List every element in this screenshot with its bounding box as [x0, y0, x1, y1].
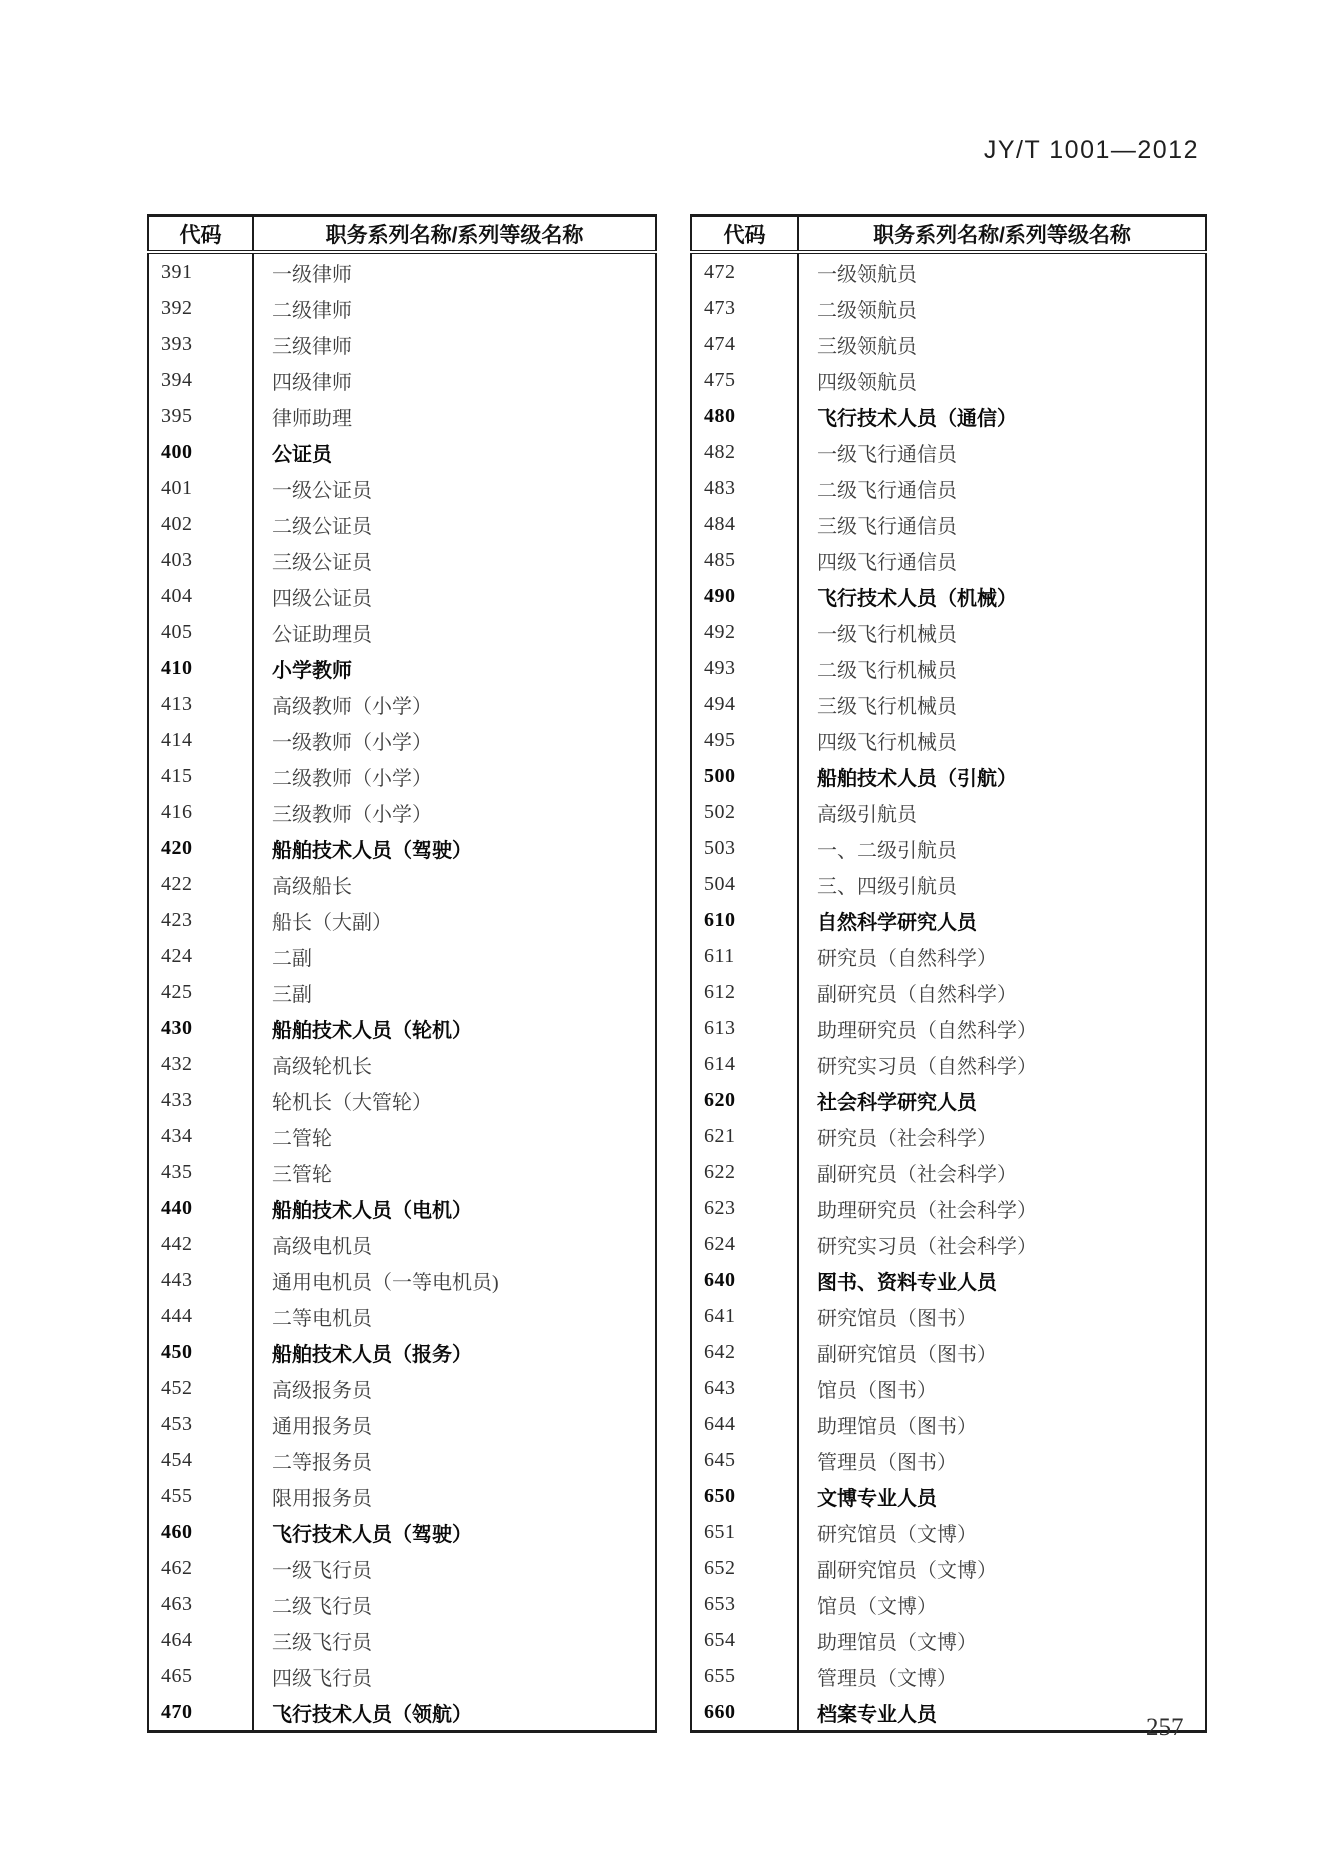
name-cell: 图书、资料专业人员	[817, 1271, 997, 1294]
table-row	[148, 398, 656, 434]
table-row	[691, 794, 1206, 830]
code-cell: 654	[691, 1622, 798, 1658]
code-cell: 415	[148, 758, 253, 794]
standard-number-header: JY/T 1001—2012	[983, 136, 1199, 164]
table-row	[148, 252, 656, 290]
code-cell: 484	[691, 506, 798, 542]
code-cell: 432	[148, 1046, 253, 1082]
name-cell: 副研究员（社会科学）	[817, 1163, 1017, 1186]
code-cell: 612	[691, 974, 798, 1010]
name-column-header: 职务系列名称/系列等级名称	[253, 216, 656, 253]
table-row	[148, 1478, 656, 1514]
code-cell: 623	[691, 1190, 798, 1226]
code-cell: 495	[691, 722, 798, 758]
code-cell: 405	[148, 614, 253, 650]
name-cell: 三副	[272, 983, 312, 1006]
code-cell: 502	[691, 794, 798, 830]
table-row	[691, 722, 1206, 758]
table-row	[148, 1298, 656, 1334]
name-cell: 二级飞行员	[272, 1595, 372, 1618]
table-row	[148, 650, 656, 686]
code-cell: 444	[148, 1298, 253, 1334]
code-cell: 395	[148, 398, 253, 434]
code-cell: 416	[148, 794, 253, 830]
code-cell: 435	[148, 1154, 253, 1190]
table-row	[148, 470, 656, 506]
code-cell: 610	[691, 902, 798, 938]
code-cell: 483	[691, 470, 798, 506]
code-cell: 492	[691, 614, 798, 650]
name-cell: 三管轮	[272, 1163, 332, 1186]
code-cell: 401	[148, 470, 253, 506]
table-body	[148, 252, 656, 1732]
name-cell: 研究员（自然科学）	[817, 947, 997, 970]
code-cell: 645	[691, 1442, 798, 1478]
code-cell: 454	[148, 1442, 253, 1478]
code-cell: 493	[691, 650, 798, 686]
code-cell: 455	[148, 1478, 253, 1514]
name-cell: 二级飞行通信员	[817, 479, 957, 502]
table-row	[148, 1046, 656, 1082]
code-cell: 485	[691, 542, 798, 578]
code-cell: 651	[691, 1514, 798, 1550]
code-cell: 482	[691, 434, 798, 470]
name-cell: 助理馆员（文博）	[817, 1631, 977, 1654]
code-cell: 462	[148, 1550, 253, 1586]
name-cell: 助理馆员（图书）	[817, 1415, 977, 1438]
table-row	[691, 506, 1206, 542]
table-row	[148, 290, 656, 326]
name-cell: 研究员（社会科学）	[817, 1127, 997, 1150]
table-row	[691, 1442, 1206, 1478]
name-cell: 助理研究员（自然科学）	[817, 1019, 1037, 1042]
code-cell: 410	[148, 650, 253, 686]
code-cell: 474	[691, 326, 798, 362]
name-cell: 船舶技术人员（引航）	[817, 767, 1017, 790]
table-row	[148, 1622, 656, 1658]
table-row	[691, 1370, 1206, 1406]
table-row	[691, 434, 1206, 470]
code-cell: 404	[148, 578, 253, 614]
table-row	[691, 650, 1206, 686]
code-cell: 391	[148, 252, 253, 290]
name-cell: 二级领航员	[817, 299, 917, 322]
table-row	[691, 1514, 1206, 1550]
name-cell: 通用电机员（一等电机员)	[272, 1271, 499, 1294]
table-row	[148, 1190, 656, 1226]
code-cell: 653	[691, 1586, 798, 1622]
table-row	[148, 1334, 656, 1370]
code-cell: 473	[691, 290, 798, 326]
table-row	[691, 470, 1206, 506]
name-cell: 飞行技术人员（通信）	[817, 407, 1017, 430]
code-cell: 475	[691, 362, 798, 398]
table-row	[148, 434, 656, 470]
code-cell: 490	[691, 578, 798, 614]
name-cell: 管理员（图书）	[817, 1451, 957, 1474]
name-cell: 高级教师（小学）	[272, 695, 432, 718]
table-row	[148, 578, 656, 614]
code-cell: 460	[148, 1514, 253, 1550]
table-row	[691, 1586, 1206, 1622]
code-cell: 621	[691, 1118, 798, 1154]
name-cell: 轮机长（大管轮）	[272, 1091, 432, 1114]
code-cell: 641	[691, 1298, 798, 1334]
name-cell: 船舶技术人员（轮机）	[272, 1019, 472, 1042]
name-cell: 档案专业人员	[817, 1703, 937, 1726]
code-cell: 614	[691, 1046, 798, 1082]
name-cell: 三级教师（小学）	[272, 803, 432, 826]
name-cell: 四级飞行员	[272, 1667, 372, 1690]
name-cell: 高级报务员	[272, 1379, 372, 1402]
table-row	[691, 938, 1206, 974]
name-cell: 律师助理	[272, 407, 352, 430]
name-cell: 三级飞行通信员	[817, 515, 957, 538]
table-row	[691, 1262, 1206, 1298]
name-cell: 馆员（文博）	[817, 1595, 937, 1618]
table-row	[691, 1334, 1206, 1370]
table-row	[148, 1154, 656, 1190]
code-cell: 465	[148, 1658, 253, 1694]
job-code-table-left	[147, 214, 657, 1733]
code-cell: 655	[691, 1658, 798, 1694]
name-cell: 研究馆员（图书）	[817, 1307, 977, 1330]
code-cell: 463	[148, 1586, 253, 1622]
code-cell: 652	[691, 1550, 798, 1586]
code-column-header: 代码	[148, 216, 253, 253]
code-column-header: 代码	[691, 216, 798, 253]
table-row	[148, 794, 656, 830]
table-row	[148, 614, 656, 650]
name-cell: 四级公证员	[272, 587, 372, 610]
name-cell: 三级飞行员	[272, 1631, 372, 1654]
table-row	[691, 686, 1206, 722]
name-cell: 二级飞行机械员	[817, 659, 957, 682]
name-cell: 一级公证员	[272, 479, 372, 502]
code-cell: 400	[148, 434, 253, 470]
table-row	[148, 1586, 656, 1622]
name-cell: 二级律师	[272, 299, 352, 322]
name-cell: 一级飞行机械员	[817, 623, 957, 646]
name-cell: 船舶技术人员（电机）	[272, 1199, 472, 1222]
table-header-row	[691, 216, 1206, 253]
code-cell: 440	[148, 1190, 253, 1226]
code-cell: 644	[691, 1406, 798, 1442]
name-cell: 高级轮机长	[272, 1055, 372, 1078]
code-cell: 430	[148, 1010, 253, 1046]
name-cell: 四级飞行通信员	[817, 551, 957, 574]
table-row	[691, 1478, 1206, 1514]
table-row	[691, 1082, 1206, 1118]
code-cell: 425	[148, 974, 253, 1010]
table-row	[148, 1370, 656, 1406]
name-cell: 二副	[272, 947, 312, 970]
table-row	[691, 1154, 1206, 1190]
code-cell: 611	[691, 938, 798, 974]
table-row	[148, 542, 656, 578]
table-row	[148, 1118, 656, 1154]
code-cell: 464	[148, 1622, 253, 1658]
table-row	[148, 758, 656, 794]
name-cell: 三级领航员	[817, 335, 917, 358]
code-cell: 403	[148, 542, 253, 578]
name-cell: 高级船长	[272, 875, 352, 898]
table-row	[691, 974, 1206, 1010]
table-row	[691, 1046, 1206, 1082]
table-row	[691, 1190, 1206, 1226]
name-cell: 三级飞行机械员	[817, 695, 957, 718]
code-cell: 414	[148, 722, 253, 758]
code-cell: 642	[691, 1334, 798, 1370]
table-row	[148, 326, 656, 362]
table-row	[691, 1658, 1206, 1694]
name-cell: 四级律师	[272, 371, 352, 394]
name-cell: 限用报务员	[272, 1487, 372, 1510]
code-cell: 402	[148, 506, 253, 542]
code-cell: 613	[691, 1010, 798, 1046]
name-cell: 研究实习员（自然科学）	[817, 1055, 1037, 1078]
table-row	[691, 578, 1206, 614]
code-cell: 453	[148, 1406, 253, 1442]
table-row	[148, 1658, 656, 1694]
table-row	[691, 542, 1206, 578]
table-row	[148, 1082, 656, 1118]
table-row	[148, 1694, 656, 1732]
name-cell: 自然科学研究人员	[817, 911, 977, 934]
name-cell: 飞行技术人员（领航）	[272, 1703, 472, 1726]
name-cell: 飞行技术人员（机械）	[817, 587, 1017, 610]
table-row	[691, 1298, 1206, 1334]
table-row	[148, 902, 656, 938]
name-cell: 一、二级引航员	[817, 839, 957, 862]
name-cell: 船舶技术人员（驾驶）	[272, 839, 472, 862]
table-row	[691, 1226, 1206, 1262]
table-row	[148, 830, 656, 866]
code-cell: 494	[691, 686, 798, 722]
name-cell: 通用报务员	[272, 1415, 372, 1438]
code-cell: 624	[691, 1226, 798, 1262]
table-row	[148, 974, 656, 1010]
code-cell: 480	[691, 398, 798, 434]
name-cell: 副研究员（自然科学）	[817, 983, 1017, 1006]
name-cell: 文博专业人员	[817, 1487, 937, 1510]
name-cell: 二等电机员	[272, 1307, 372, 1330]
code-cell: 500	[691, 758, 798, 794]
code-cell: 392	[148, 290, 253, 326]
table-row	[691, 1622, 1206, 1658]
code-cell: 504	[691, 866, 798, 902]
name-cell: 三、四级引航员	[817, 875, 957, 898]
name-column-header: 职务系列名称/系列等级名称	[798, 216, 1206, 253]
name-cell: 三级公证员	[272, 551, 372, 574]
code-cell: 470	[148, 1694, 253, 1732]
table-row	[148, 506, 656, 542]
name-cell: 二级公证员	[272, 515, 372, 538]
table-row	[148, 1550, 656, 1586]
code-cell: 640	[691, 1262, 798, 1298]
name-cell: 一级飞行通信员	[817, 443, 957, 466]
code-cell: 650	[691, 1478, 798, 1514]
name-cell: 高级电机员	[272, 1235, 372, 1258]
table-row	[691, 252, 1206, 290]
code-cell: 442	[148, 1226, 253, 1262]
code-cell: 394	[148, 362, 253, 398]
code-cell: 420	[148, 830, 253, 866]
code-cell: 424	[148, 938, 253, 974]
table-row	[691, 1550, 1206, 1586]
table-header-row	[148, 216, 656, 253]
code-cell: 660	[691, 1694, 798, 1732]
code-cell: 643	[691, 1370, 798, 1406]
code-cell: 443	[148, 1262, 253, 1298]
name-cell: 二管轮	[272, 1127, 332, 1150]
table-row	[148, 1442, 656, 1478]
code-cell: 413	[148, 686, 253, 722]
code-cell: 620	[691, 1082, 798, 1118]
name-cell: 小学教师	[272, 659, 352, 682]
code-cell: 452	[148, 1370, 253, 1406]
name-cell: 公证员	[272, 443, 332, 466]
table-row	[691, 290, 1206, 326]
table-row	[691, 1406, 1206, 1442]
table-row	[691, 614, 1206, 650]
table-row	[148, 1514, 656, 1550]
name-cell: 三级律师	[272, 335, 352, 358]
table-row	[691, 1118, 1206, 1154]
name-cell: 管理员（文博）	[817, 1667, 957, 1690]
table-row	[148, 362, 656, 398]
table-row	[148, 1406, 656, 1442]
table-row	[148, 1010, 656, 1046]
name-cell: 一级飞行员	[272, 1559, 372, 1582]
table-row	[691, 866, 1206, 902]
table-row	[691, 1010, 1206, 1046]
code-cell: 503	[691, 830, 798, 866]
table-row	[148, 686, 656, 722]
table-row	[148, 722, 656, 758]
name-cell: 一级教师（小学）	[272, 731, 432, 754]
table-body	[691, 252, 1206, 1732]
name-cell: 副研究馆员（图书）	[817, 1343, 997, 1366]
table-row	[691, 362, 1206, 398]
code-cell: 422	[148, 866, 253, 902]
code-cell: 434	[148, 1118, 253, 1154]
name-cell: 船舶技术人员（报务）	[272, 1343, 472, 1366]
table-row	[148, 1226, 656, 1262]
page-number: 257	[1146, 1714, 1184, 1741]
table-row	[691, 830, 1206, 866]
name-cell: 助理研究员（社会科学）	[817, 1199, 1037, 1222]
name-cell: 研究馆员（文博）	[817, 1523, 977, 1546]
name-cell: 公证助理员	[272, 623, 372, 646]
code-cell: 472	[691, 252, 798, 290]
name-cell: 高级引航员	[817, 803, 917, 826]
code-cell: 450	[148, 1334, 253, 1370]
name-cell: 飞行技术人员（驾驶）	[272, 1523, 472, 1546]
table-row	[148, 938, 656, 974]
job-code-table-right	[690, 214, 1207, 1733]
name-cell: 四级领航员	[817, 371, 917, 394]
name-cell: 研究实习员（社会科学）	[817, 1235, 1037, 1258]
name-cell: 船长（大副）	[272, 911, 392, 934]
code-cell: 622	[691, 1154, 798, 1190]
name-cell: 一级律师	[272, 263, 352, 286]
name-cell: 社会科学研究人员	[817, 1091, 977, 1114]
code-cell: 393	[148, 326, 253, 362]
name-cell: 副研究馆员（文博）	[817, 1559, 997, 1582]
name-cell: 二等报务员	[272, 1451, 372, 1474]
table-row	[691, 758, 1206, 794]
name-cell: 一级领航员	[817, 263, 917, 286]
name-cell: 四级飞行机械员	[817, 731, 957, 754]
table-row	[691, 902, 1206, 938]
code-cell: 423	[148, 902, 253, 938]
table-row	[148, 1262, 656, 1298]
code-cell: 433	[148, 1082, 253, 1118]
table-row	[691, 326, 1206, 362]
name-cell: 二级教师（小学）	[272, 767, 432, 790]
table-row	[691, 1694, 1206, 1732]
name-cell: 馆员（图书）	[817, 1379, 937, 1402]
table-row	[148, 866, 656, 902]
table-row	[691, 398, 1206, 434]
